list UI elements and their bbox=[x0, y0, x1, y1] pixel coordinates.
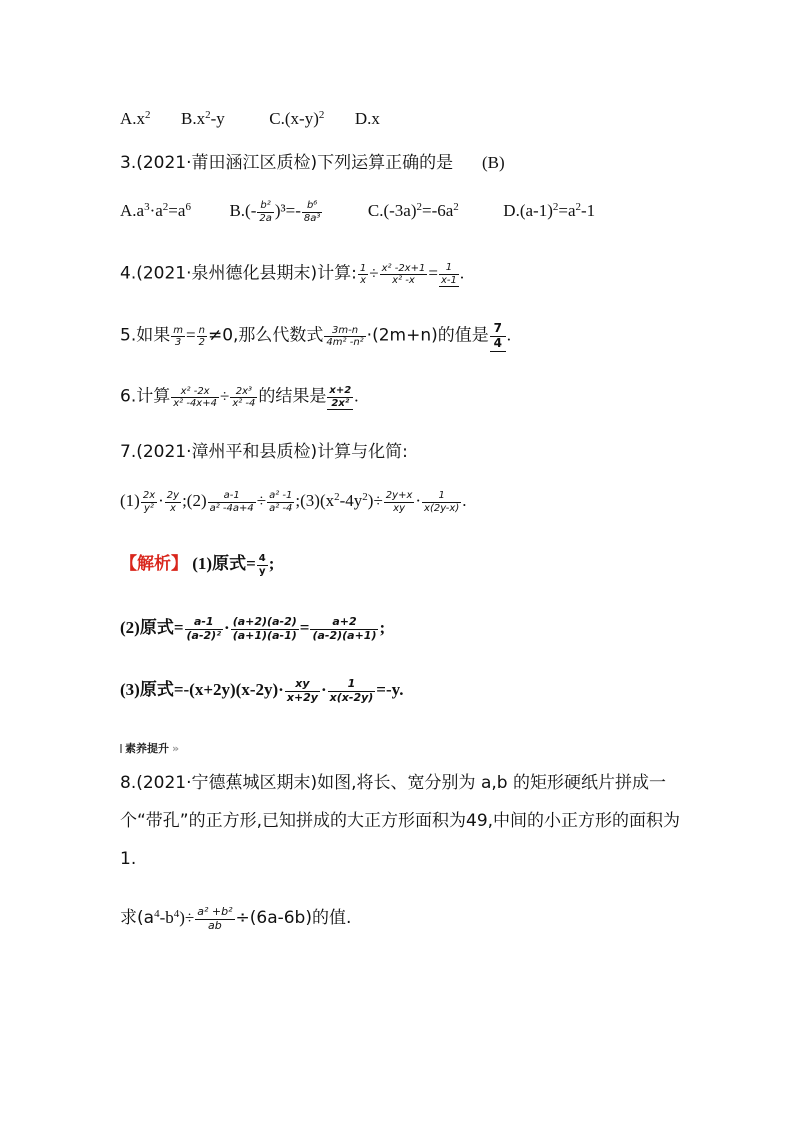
q3-option-c: $C.(-3a)^2=-6a^2$ bbox=[367, 200, 459, 220]
solution-1: 【解析】 (1)原式= $\frac{4}{y}$ ; bbox=[120, 553, 275, 577]
q3-answer: (B) bbox=[481, 153, 505, 172]
q2-option-b: $B.x^2-y$ bbox=[181, 109, 225, 128]
solution-3: (3)原式=-(x+2y)(x-2y)· $\frac{xy}{x+2y}$ · $\frac{1}{x(x-2y)}$ =-y. bbox=[120, 677, 404, 704]
q8-text: 8.(2021·宁德蕉城区期末)如图,将长、宽分别为 a,b 的矩形硬纸片拼成一个“带孔”的正方形,已知拼成的大正方形面积为49,中间的小正方形的面积为 1. bbox=[120, 773, 681, 869]
q3-stem: 3.(2021·莆田涵江区质检)下列运算正确的是 (B) bbox=[120, 153, 505, 173]
solution-2: (2)原式= $\frac{a-1}{\text{(a-2)²}}$ · $\frac{(a+2)(a-2)}{(a+1)(a-1)}$ = $\frac{a+2}{(a-2)(a+1)}$ ; bbox=[120, 615, 386, 642]
solution-tag: 【解析】 bbox=[120, 553, 188, 574]
q3-options bbox=[120, 200, 595, 224]
q3-option-b: B.(- $\frac{\text{b²}}{2a}$ )³=- $\frac{\text{b⁶}}{\text{8a³}}$ bbox=[229, 200, 321, 224]
q7-parts: (1) $\frac{2x}{\text{y²}}$ · $\frac{2y}{x}$ ;(2) $\frac{a-1}{\text{a² -4a+4}}$ ÷ $\frac{\text{a² -1}}{\text{a² -4}}$ $;(3)(x^2-4y^2)\div$ $\frac{2y+x}{xy}$ · $\frac{1}{x(2y-x)}$ . bbox=[120, 490, 467, 514]
section-marker-icon bbox=[120, 744, 122, 753]
q2-options bbox=[120, 110, 380, 127]
q3-option-d: $D.(a-1)^2=a^2-1$ bbox=[503, 200, 596, 220]
q2-option-c: $C.(x-y)^2$ bbox=[269, 109, 325, 128]
q6-answer: $\frac{x+2}{\text{2x²}}$ bbox=[329, 385, 352, 409]
q5-line: 5.如果 $\frac{m}{3}$ = $\frac{n}{2}$ ≠0,那么代数式 $\frac{3m-n}{\text{4m² -n²}}$ ·(2m+n)的值是 $\frac{7}{4}$ . bbox=[120, 321, 511, 350]
q8-ask: 求$(a^4-b^4)\div$ $\frac{\text{a² +b²}}{ab}$ ÷(6a-6b)的值. bbox=[120, 905, 352, 932]
q3-option-a: $A.a^3\cdot a^2=a^6$ bbox=[120, 200, 191, 220]
chevron-icon: » bbox=[172, 742, 180, 755]
q5-answer: $\frac{7}{4}$ bbox=[490, 322, 506, 352]
q4-answer: $\frac{1}{x-1}$ bbox=[440, 262, 457, 286]
q6-line: 6.计算 $\frac{\text{x² -2x}}{\text{x² -4x+4}}$ ÷ $\frac{\text{2x³}}{\text{x² -4}}$ 的结果是 $\frac{x+2}{\text{2x²}}$ . bbox=[120, 385, 359, 409]
q2-option-a: $A.x^2$ bbox=[120, 109, 151, 128]
section-tag: 素养提升 » bbox=[120, 740, 179, 756]
q7-stem: 7.(2021·漳州平和县质检)计算与化简: bbox=[120, 442, 408, 462]
q2-option-d: D.x bbox=[354, 109, 380, 128]
q4-line: 4.(2021·泉州德化县期末)计算: $\frac{1}{x}$ ÷ $\frac{\text{x² -2x+1}}{\text{x² -x}}$ = $\frac{1}{x-1}$ . bbox=[120, 262, 465, 286]
